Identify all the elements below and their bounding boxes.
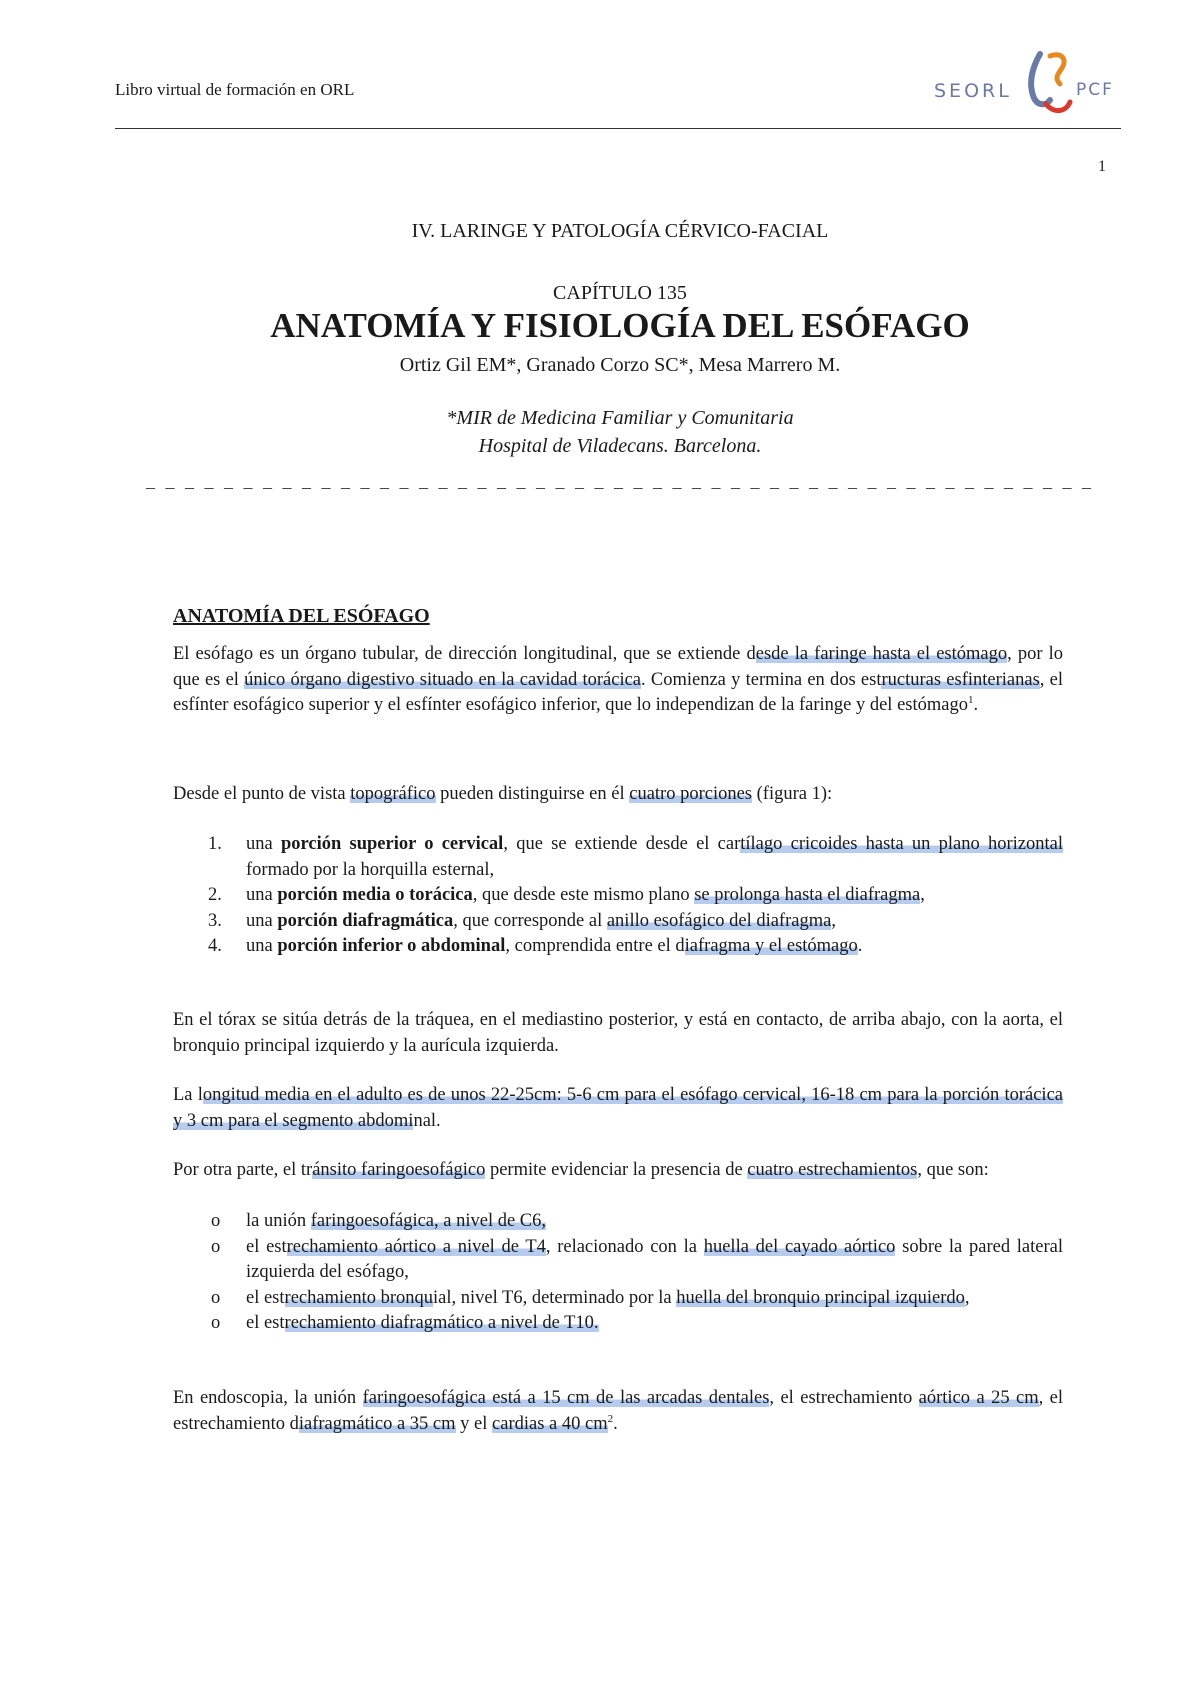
list-item: o la unión faringoesofágica, a nivel de C6, xyxy=(211,1211,547,1231)
portions-list xyxy=(173,832,1063,960)
section-title: IV. LARINGE Y PATOLOGÍA CÉRVICO-FACIAL xyxy=(411,220,829,242)
list-item: o el estrechamiento bronquial, nivel T6, determinado por la huella del bronquio principal izquierdo, xyxy=(211,1287,970,1308)
paragraph-topographic: Desde el punto de vista topográfico pueden distinguirse en él cuatro porciones (figura 1): xyxy=(173,784,833,804)
logo-text-pcf: PCF xyxy=(1076,80,1114,100)
section-heading: ANATOMÍA DEL ESÓFAGO xyxy=(173,605,430,627)
authors: Ortiz Gil EM*, Granado Corzo SC*, Mesa Marrero M. xyxy=(399,354,841,376)
paragraph-endoscopy: En endoscopia, la unión faringoesofágica está a 15 cm de las arcadas dentales, el estrechamiento aórtico a 25 cm, el estrechamiento diafragmático a 35 cm y el cardias a 40 $cm^2$. xyxy=(173,1388,1064,1434)
chapter-title: ANATOMÍA Y FISIOLOGÍA DEL ESÓFAGO xyxy=(270,306,970,345)
paragraph-transit: Por otra parte, el tránsito faringoesofágico permite evidenciar la presencia de cuatro estrechamientos, que son: xyxy=(173,1160,989,1180)
list-item: o el estrechamiento aórtico a nivel de T4, relacionado con la huella del cayado aórtico sobre la pared lateral izquierda del esófago, xyxy=(211,1236,1063,1282)
list-item: 3. una porción diafragmática, que corresponde al anillo esofágico del diafragma, xyxy=(208,910,836,931)
paragraph-intro: El esófago es un órgano tubular, de dirección longitudinal, que se extiende desde la faringe hasta el estómago, por lo que es el único órgano digestivo situado en la cavidad torácica. Comienza y termina en dos estructuras esfinterianas, el esfínter esofágico superior y el esfínter esofágico inferior, que lo independizan de la faringe y del estómago$^1$. xyxy=(173,644,1063,715)
list-item: 2. una porción media o torácica, que desde este mismo plano se prolonga hasta el diafragma, xyxy=(208,885,925,905)
logo-text-seorl: SEORL xyxy=(934,80,1012,102)
page-number: 1 xyxy=(1098,158,1106,175)
chapter-label: CAPÍTULO 135 xyxy=(553,282,687,304)
list-item: 4. una porción inferior o abdominal, comprendida entre el diafragma y el estómago. xyxy=(208,936,863,956)
seorl-pcf-logo xyxy=(934,50,1114,122)
logo-swirl-icon xyxy=(1026,50,1074,120)
dashed-separator: – – – – – – – – – – – – – – – – – – – – – – – – – – – – – – – – – – – – – – – – – – – – – – – – – xyxy=(146,477,1094,497)
paragraph-length: La longitud media en el adulto es de unos 22-25cm: 5-6 cm para el esófago cervical, 16-18 cm para la porción torácica y 3 cm para el segmento abdominal. xyxy=(173,1085,1063,1131)
header-divider xyxy=(115,128,1121,129)
affiliation-line-2: Hospital de Viladecans. Barcelona. xyxy=(478,435,762,457)
narrowings-list xyxy=(173,1209,1063,1337)
header-book-title: Libro virtual de formación en ORL xyxy=(115,80,355,99)
list-item: o el estrechamiento diafragmático a nivel de T10. xyxy=(211,1313,599,1333)
list-item: 1. una porción superior o cervical, que se extiende desde el cartílago cricoides hasta un plano horizontal formado por la horquilla esternal, xyxy=(208,834,1063,880)
affiliation-line-1: *MIR de Medicina Familiar y Comunitaria xyxy=(446,407,794,429)
paragraph-thorax: En el tórax se sitúa detrás de la tráquea, en el mediastino posterior, y está en contacto, de arriba abajo, con la aorta, el bronquio principal izquierdo y la aurícula izquierda. xyxy=(173,1010,1063,1056)
